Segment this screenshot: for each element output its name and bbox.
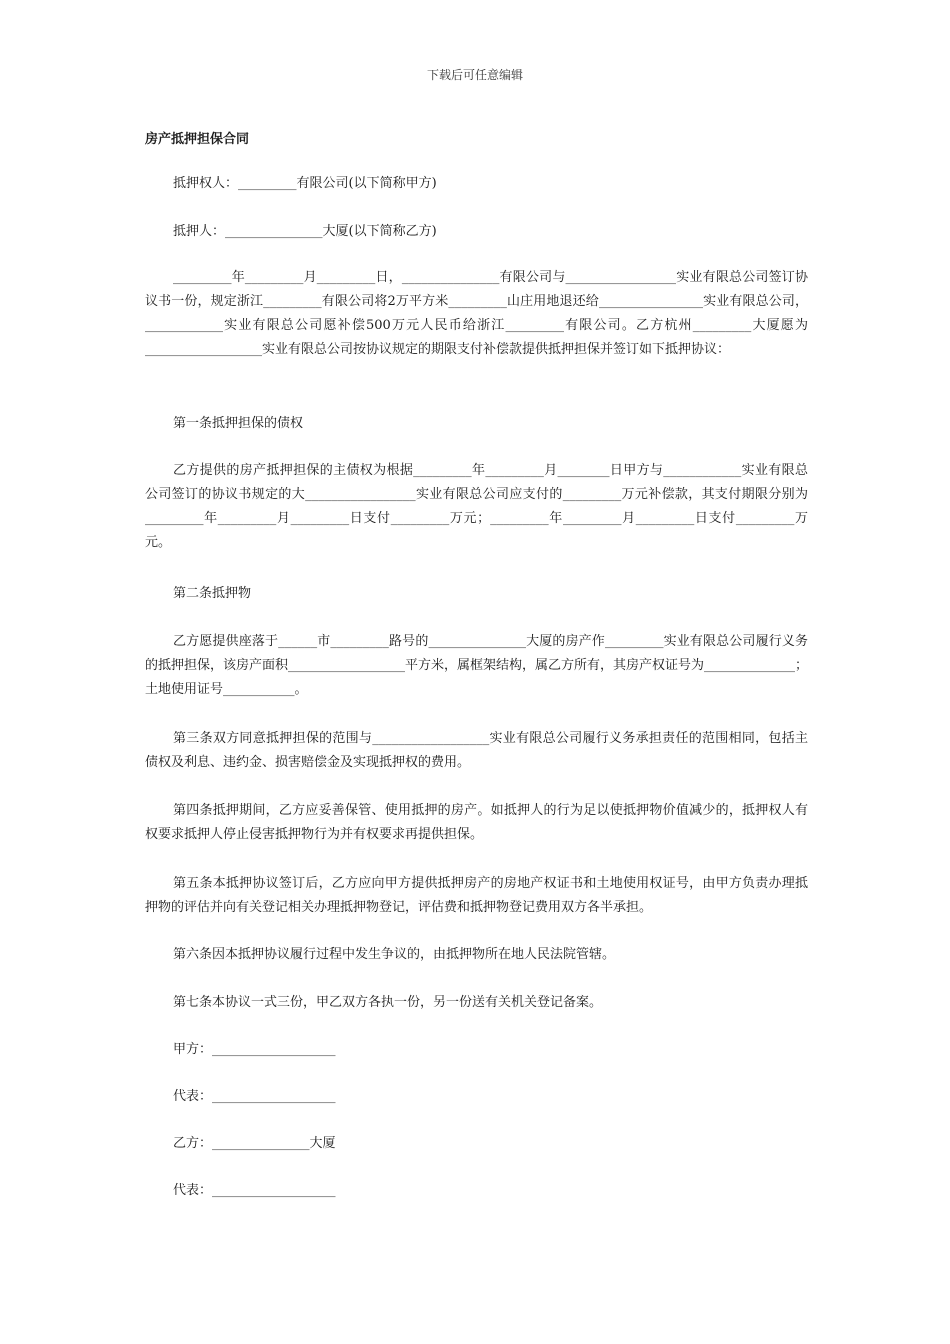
mortgagor-line: 抵押人：_______________大厦(以下简称乙方)	[173, 224, 437, 239]
signature-rep-a: 代表：___________________	[173, 1089, 336, 1104]
article-4: 第四条抵押期间，乙方应妥善保管、使用抵押的房产。如抵押人的行为足以使抵押物价值减少的，抵押权人有权要求抵押人停止侵害抵押物行为并有权要求再提供担保。	[145, 803, 808, 842]
article-1-body: 乙方提供的房产抵押担保的主债权为根据_________年_________月________日甲方与____________实业有限总公司签订的协议书规定的大_________________实业有限总公司应支付的_________万元补偿款，其支付期限分别为_________年_________月_________日支付_________万元；_________年_________月_________日支付_________万元。	[145, 463, 808, 550]
article-5: 第五条本抵押协议签订后，乙方应向甲方提供抵押房产的房地产权证书和土地使用权证号，由甲方负责办理抵押物的评估并向有关登记相关办理抵押物登记，评估费和抵押物登记费用双方各半承担。	[145, 876, 808, 915]
article-3: 第三条双方同意抵押担保的范围与__________________实业有限总公司履行义务承担责任的范围相同，包括主债权及利息、违约金、损害赔偿金及实现抵押权的费用。	[145, 731, 808, 770]
mortgagee-line: 抵押权人：_________有限公司(以下简称甲方)	[173, 176, 437, 191]
article-2-title: 第二条抵押物	[173, 586, 252, 601]
signature-party-b: 乙方：_______________大厦	[173, 1136, 336, 1151]
article-7: 第七条本协议一式三份，甲乙双方各执一份，另一份送有关机关登记备案。	[173, 995, 603, 1010]
signature-party-a: 甲方：___________________	[173, 1042, 336, 1057]
signature-rep-b: 代表：___________________	[173, 1183, 336, 1198]
article-6: 第六条因本抵押协议履行过程中发生争议的，由抵押物所在地人民法院管辖。	[173, 947, 616, 962]
article-2-body: 乙方愿提供座落于______市_________路号的_______________大厦的房产作_________实业有限总公司履行义务的抵押担保，该房产面积__________________平方米，属框架结构，属乙方所有，其房产权证号为______________；土地使用证号___________。	[145, 634, 809, 697]
document-title: 房产抵押担保合同	[145, 132, 250, 147]
preamble-paragraph: _________年_________月_________日，_______________有限公司与_________________实业有限总公司签订协议书一份，规定浙江_________有限公司将2万平方米_________山庄用地退还给________________实业有限总公司，____________实业有限总公司愿补偿500万元人民币给浙江_________有限公司。乙方杭州_________大厦愿为__________________实业有限总公司按协议规定的期限支付补偿款提供抵押担保并签订如下抵押协议：	[145, 270, 808, 357]
article-1-title: 第一条抵押担保的债权	[173, 416, 304, 431]
header-note: 下载后可任意编辑	[426, 68, 523, 82]
